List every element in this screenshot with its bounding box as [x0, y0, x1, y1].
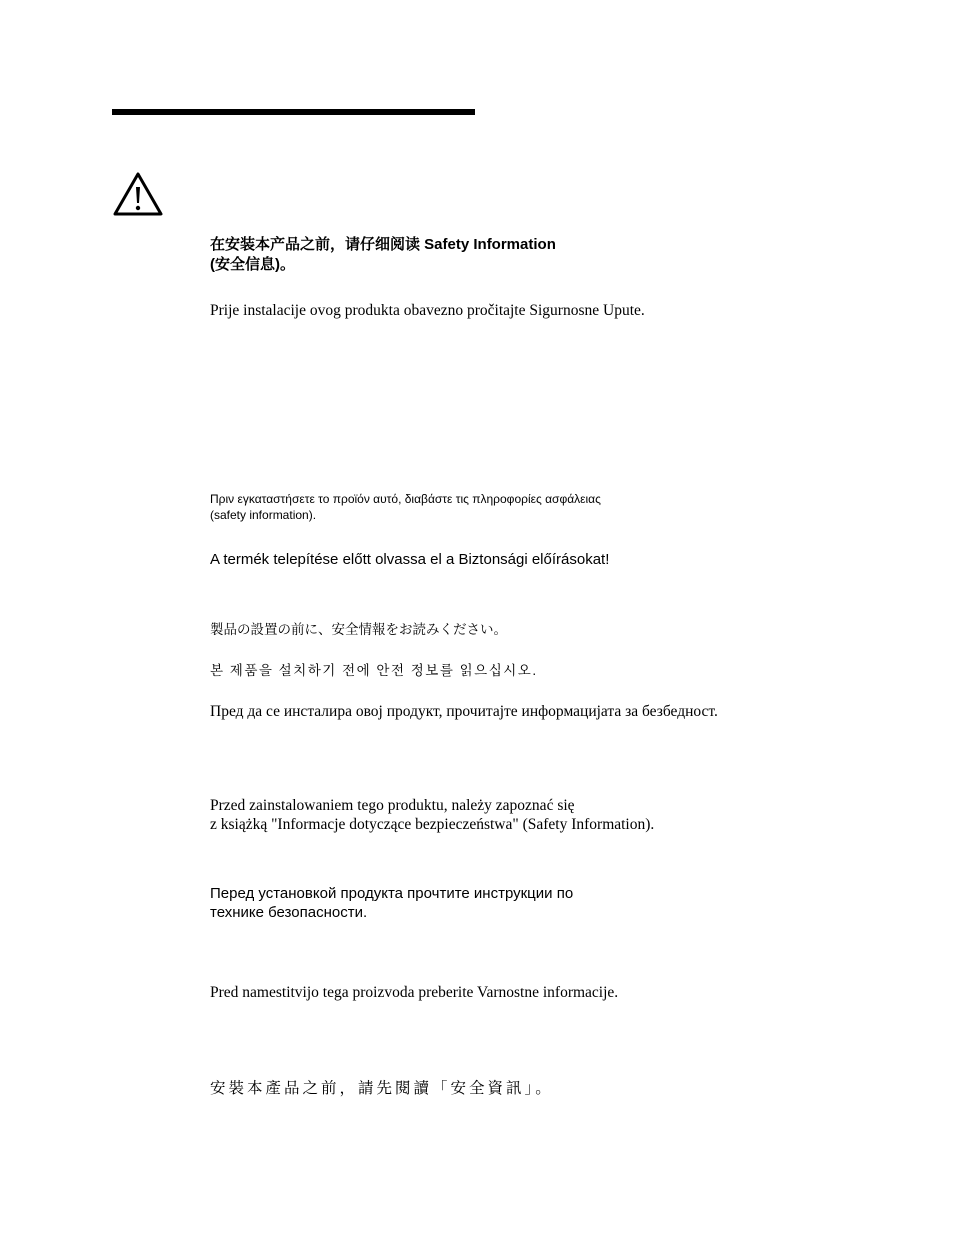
notice-russian — [210, 884, 573, 922]
notice-line: Pred namestitvijo tega proizvoda preberite Varnostne informacije. — [210, 984, 619, 1001]
warning-triangle-icon — [112, 171, 164, 217]
notice-macedonian — [210, 702, 718, 722]
notice-line: технике безопасности. — [210, 904, 368, 921]
notice-polish — [210, 796, 654, 834]
notice-croatian — [210, 301, 645, 321]
notice-line: 在安装本产品之前，请仔细阅读 Safety Information — [210, 236, 556, 253]
notice-slovenian — [210, 983, 618, 1003]
notice-line: A termék telepítése előtt olvassa el a Biztonsági előírásokat! — [210, 551, 610, 568]
notice-line: 製品の設置の前に、安全情報をお読みください。 — [210, 622, 507, 637]
notice-hungarian — [210, 550, 609, 570]
notice-line: (safety information). — [210, 508, 317, 522]
notice-line: Πριν εγκαταστήσετε το προϊόν αυτό, διαβάστε τις πληροφορίες ασφάλειας — [210, 492, 601, 506]
notice-line: Перед установкой продукта прочтите инструкции по — [210, 885, 574, 902]
notice-chinese-simplified — [210, 235, 556, 275]
notice-line: Przed zainstalowaniem tego produktu, należy zapoznać się — [210, 797, 575, 814]
notice-line: (安全信息)。 — [210, 256, 295, 273]
notice-line: Prije instalacije ovog produkta obavezno pročitajte Sigurnosne Upute. — [210, 302, 645, 319]
notice-japanese — [210, 621, 507, 639]
notice-greek — [210, 491, 601, 523]
notice-line: Пред да се инсталира овој продукт, прочитајте информацијата за безбедност. — [210, 703, 718, 720]
notice-line: z książką "Informacje dotyczące bezpieczeństwa" (Safety Information). — [210, 816, 655, 833]
notice-chinese-traditional — [210, 1079, 554, 1099]
top-rule — [112, 109, 475, 115]
notice-korean — [210, 662, 538, 680]
notice-line: 본 제품을 설치하기 전에 안전 정보를 읽으십시오. — [210, 663, 538, 678]
notice-line: 安裝本產品之前，請先閱讀「安全資訊」。 — [210, 1080, 554, 1097]
